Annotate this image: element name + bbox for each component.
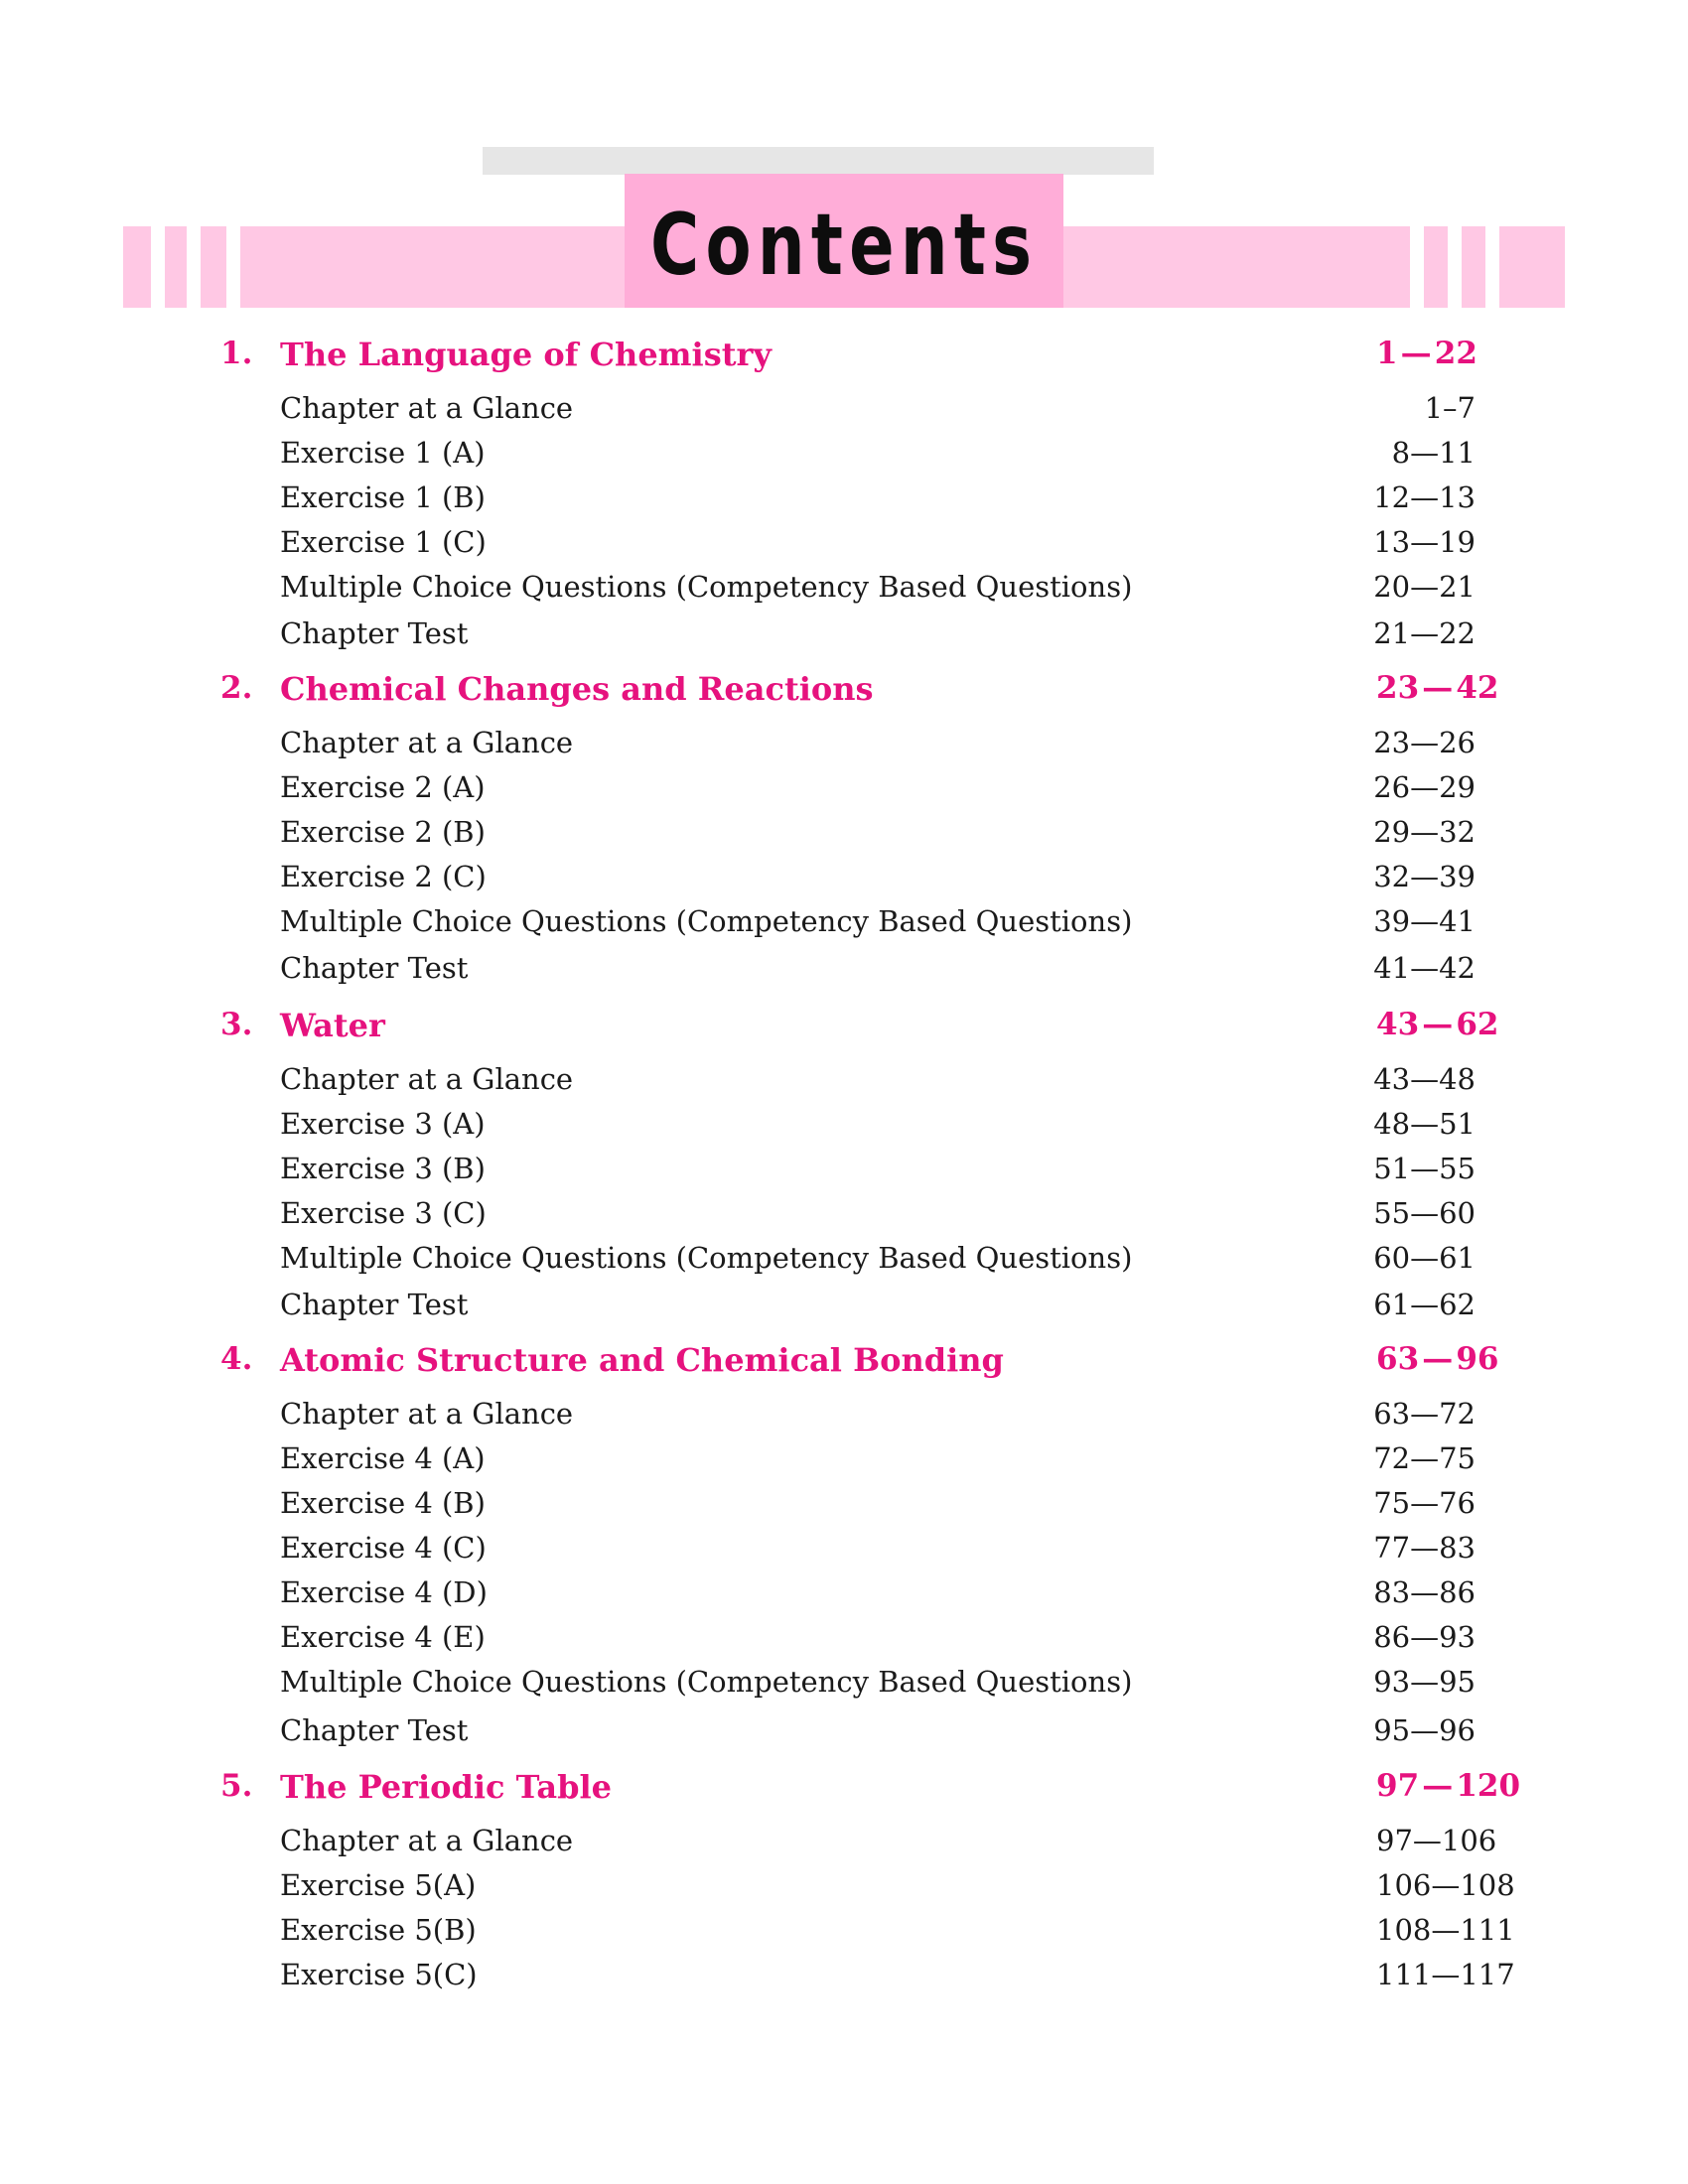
entry-title: Exercise 4 (D)	[280, 1575, 488, 1609]
entry-page-range: 21—22	[1373, 616, 1476, 650]
entry-title: Exercise 3 (C)	[280, 1196, 487, 1230]
chapter-heading	[0, 336, 1688, 379]
entry-page-range: 61—62	[1373, 1288, 1476, 1321]
toc-entry	[0, 480, 1688, 524]
entry-page-range: 108—111	[1376, 1913, 1515, 1947]
entry-page-range: 63—72	[1373, 1397, 1476, 1431]
chapter-page-range: 97 — 120	[1376, 1768, 1521, 1804]
entry-title: Chapter at a Glance	[280, 391, 574, 425]
chapter-number: 5.	[220, 1768, 253, 1804]
entry-title: Multiple Choice Questions (Competency Based Questions)	[280, 904, 1133, 938]
page-title: Contents	[649, 195, 1039, 295]
entry-page-range: 12—13	[1373, 480, 1476, 514]
entry-title: Exercise 4 (A)	[280, 1441, 486, 1475]
toc-entry	[0, 1575, 1688, 1619]
entry-title: Multiple Choice Questions (Competency Based Questions)	[280, 1241, 1133, 1275]
entry-page-range: 93—95	[1373, 1665, 1476, 1699]
toc-entry	[0, 1913, 1688, 1957]
entry-title: Exercise 4 (B)	[280, 1486, 486, 1520]
toc-entry	[0, 1152, 1688, 1195]
entry-title: Chapter Test	[280, 1713, 469, 1747]
entry-title: Exercise 4 (C)	[280, 1531, 487, 1565]
chapter-title: Atomic Structure and Chemical Bonding	[280, 1341, 1004, 1379]
toc-entry	[0, 1397, 1688, 1440]
toc-entry	[0, 1958, 1688, 2001]
header-stripe	[1410, 226, 1424, 308]
entry-page-range: 1–7	[1424, 391, 1476, 425]
entry-page-range: 106—108	[1376, 1868, 1515, 1902]
header-stripe	[226, 226, 240, 308]
entry-title: Exercise 1 (A)	[280, 436, 486, 470]
entry-page-range: 97—106	[1376, 1824, 1497, 1857]
chapter-title: The Periodic Table	[280, 1768, 613, 1806]
entry-title: Exercise 1 (B)	[280, 480, 486, 514]
entry-page-range: 48—51	[1373, 1107, 1476, 1141]
entry-page-range: 23—26	[1373, 726, 1476, 759]
entry-title: Chapter at a Glance	[280, 1062, 574, 1096]
entry-page-range: 86—93	[1373, 1620, 1476, 1654]
entry-page-range: 83—86	[1373, 1575, 1476, 1609]
toc-entry	[0, 1824, 1688, 1867]
chapter-heading	[0, 1768, 1688, 1812]
toc-entry	[0, 436, 1688, 479]
toc-entry	[0, 1620, 1688, 1664]
entry-page-range: 13—19	[1373, 525, 1476, 559]
chapter-title: Water	[280, 1007, 385, 1044]
entry-page-range: 43—48	[1373, 1062, 1476, 1096]
chapter-number: 3.	[220, 1007, 253, 1042]
entry-page-range: 26—29	[1373, 770, 1476, 804]
toc-entry	[0, 570, 1688, 614]
chapter-page-range: 63 — 96	[1376, 1341, 1499, 1377]
entry-title: Exercise 5(A)	[280, 1868, 477, 1902]
toc-entry	[0, 770, 1688, 814]
entry-title: Chapter at a Glance	[280, 726, 574, 759]
page-title-box	[625, 174, 1063, 308]
chapter-page-range: 1 — 22	[1376, 336, 1477, 371]
toc-entry	[0, 1241, 1688, 1285]
toc-entry	[0, 860, 1688, 903]
entry-title: Exercise 2 (C)	[280, 860, 487, 893]
entry-page-range: 51—55	[1373, 1152, 1476, 1185]
chapter-title: Chemical Changes and Reactions	[280, 670, 874, 708]
toc-entry	[0, 904, 1688, 948]
chapter-heading	[0, 1007, 1688, 1050]
header-stripe	[187, 226, 201, 308]
entry-page-range: 75—76	[1373, 1486, 1476, 1520]
entry-title: Chapter Test	[280, 616, 469, 650]
chapter-number: 1.	[220, 336, 253, 371]
toc-entry	[0, 525, 1688, 569]
entry-page-range: 41—42	[1373, 951, 1476, 985]
header-stripe	[1485, 226, 1499, 308]
toc-entry	[0, 1441, 1688, 1485]
entry-page-range: 32—39	[1373, 860, 1476, 893]
entry-page-range: 20—21	[1373, 570, 1476, 604]
chapter-heading	[0, 670, 1688, 714]
header-stripe	[151, 226, 165, 308]
toc-entry	[0, 1196, 1688, 1240]
entry-title: Exercise 1 (C)	[280, 525, 487, 559]
entry-page-range: 39—41	[1373, 904, 1476, 938]
entry-title: Exercise 2 (A)	[280, 770, 486, 804]
toc-entry	[0, 1531, 1688, 1574]
chapter-title: The Language of Chemistry	[280, 336, 772, 373]
toc-entry	[0, 391, 1688, 435]
header-stripe	[1448, 226, 1462, 308]
entry-title: Exercise 4 (E)	[280, 1620, 486, 1654]
entry-title: Multiple Choice Questions (Competency Based Questions)	[280, 1665, 1133, 1699]
entry-page-range: 60—61	[1373, 1241, 1476, 1275]
entry-title: Chapter Test	[280, 1288, 469, 1321]
toc-entry	[0, 1288, 1688, 1331]
chapter-page-range: 23 — 42	[1376, 670, 1499, 706]
entry-page-range: 72—75	[1373, 1441, 1476, 1475]
entry-title: Exercise 5(B)	[280, 1913, 477, 1947]
entry-page-range: 77—83	[1373, 1531, 1476, 1565]
toc-entry	[0, 815, 1688, 859]
entry-title: Chapter at a Glance	[280, 1397, 574, 1431]
toc-entry	[0, 1062, 1688, 1106]
chapter-page-range: 43 — 62	[1376, 1007, 1499, 1042]
toc-entry	[0, 1486, 1688, 1530]
entry-title: Chapter at a Glance	[280, 1824, 574, 1857]
entry-title: Multiple Choice Questions (Competency Based Questions)	[280, 570, 1133, 604]
entry-page-range: 111—117	[1376, 1958, 1515, 1991]
toc-entry	[0, 726, 1688, 769]
toc-entry	[0, 1868, 1688, 1912]
chapter-number: 4.	[220, 1341, 253, 1377]
entry-title: Exercise 3 (A)	[280, 1107, 486, 1141]
toc-entry	[0, 951, 1688, 995]
chapter-number: 2.	[220, 670, 253, 706]
toc-entry	[0, 616, 1688, 660]
toc-entry	[0, 1713, 1688, 1757]
entry-title: Exercise 3 (B)	[280, 1152, 486, 1185]
entry-page-range: 29—32	[1373, 815, 1476, 849]
chapter-heading	[0, 1341, 1688, 1385]
header-gray-bar	[483, 147, 1154, 175]
entry-title: Exercise 5(C)	[280, 1958, 478, 1991]
toc-entry	[0, 1107, 1688, 1151]
entry-page-range: 95—96	[1373, 1713, 1476, 1747]
toc-entry	[0, 1665, 1688, 1708]
entry-page-range: 8—11	[1391, 436, 1476, 470]
entry-page-range: 55—60	[1373, 1196, 1476, 1230]
entry-title: Exercise 2 (B)	[280, 815, 486, 849]
entry-title: Chapter Test	[280, 951, 469, 985]
